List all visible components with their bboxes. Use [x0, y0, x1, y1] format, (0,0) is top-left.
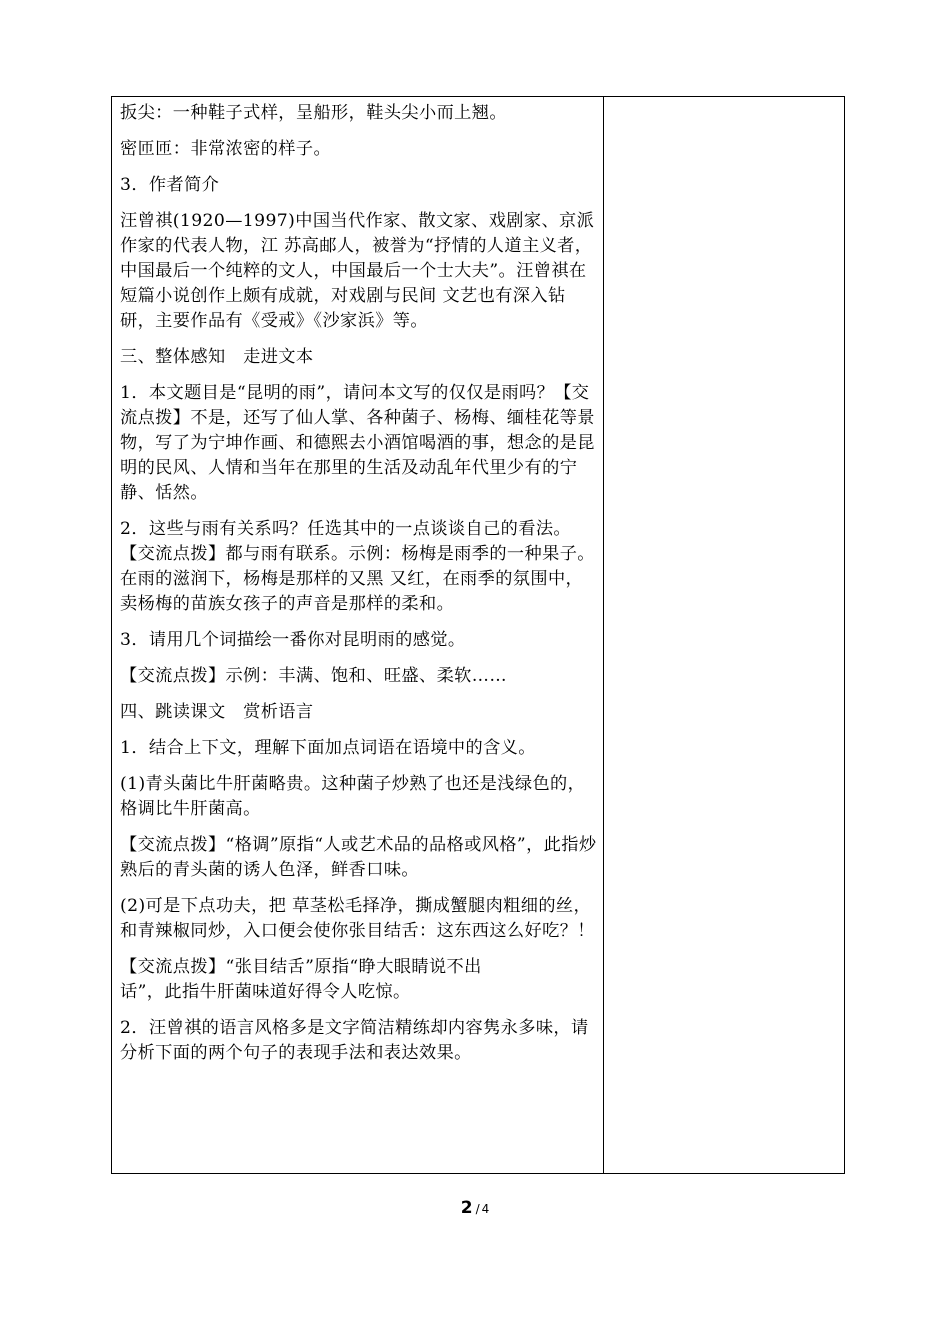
total-pages: 4	[481, 1202, 490, 1216]
page-separator: /	[475, 1202, 480, 1216]
answer-example-1: 【交流点拨】“格调”原指“人或艺术品的品格或风格”，此指炒熟后的青头菌的诱人色泽，鲜香口味。	[120, 835, 597, 880]
example-2: (2)可是下点功夫，把 草茎松毛择净，撕成蟹腿肉粗细的丝，和青辣椒同炒，入口便会使你张目结舌：这东西这么好吃？！	[120, 896, 595, 941]
section-heading-language: 四、跳读课文 赏析语言	[120, 702, 314, 722]
answer-3: 【交流点拨】示例：丰满、饱和、旺盛、柔软……	[120, 666, 507, 686]
question-1: 1．本文题目是“昆明的雨”，请问本文写的仅仅是雨吗？【交流点拨】不是，还写了仙人掌、各种菌子、杨梅、缅桂花等景物，写了为宁坤作画、和德熙去小酒馆喝酒的事，想念的是昆明的民风、人情和当年在那里的生活及动乱年代里少有的宁静、恬然。	[120, 383, 595, 503]
main-column	[112, 97, 604, 1173]
notes-column	[604, 97, 844, 1173]
example-1: (1)青头菌比牛肝菌略贵。这种菌子炒熟了也还是浅绿色的，格调比牛肝菌高。	[120, 774, 586, 819]
question-2: 2．这些与雨有关系吗？任选其中的一点谈谈自己的看法。【交流点拨】都与雨有联系。示例：杨梅是雨季的一种果子。在雨的滋润下，杨梅是那样的又黑 又红，在雨季的氛围中，卖杨梅的苗族女孩子的声音是那样的柔和。	[120, 519, 595, 614]
paragraph-author-bio: 汪曾祺(1920—1997)中国当代作家、散文家、戏剧家、京派作家的代表人物，江 苏高邮人，被誉为“抒情的人道主义者，中国最后一个纯粹的文人，中国最后一个士大夫”。汪曾祺在短篇小说创作上颇有成就，对戏剧与民间 文艺也有深入钻研，主要作品有《受戒》《沙家浜》等。	[120, 211, 595, 331]
section-heading-overall: 三、整体感知 走进文本	[120, 347, 314, 367]
paragraph-dense-term: 密匝匝：非常浓密的样子。	[120, 139, 332, 159]
answer-example-2: 【交流点拨】“张目结舌”原指“睁大眼睛说不出 话”，此指牛肝菌味道好得令人吃惊。	[120, 957, 482, 1002]
content-table	[111, 96, 845, 1174]
task-2: 2．汪曾祺的语言风格多是文字简洁精练却内容隽永多味，请分析下面的两个句子的表现手法和表达效果。	[120, 1018, 589, 1063]
question-3: 3．请用几个词描绘一番你对昆明雨的感觉。	[120, 630, 466, 650]
paragraph-shoe-term: 扳尖：一种鞋子式样，呈船形，鞋头尖小而上翘。	[120, 103, 507, 123]
task-1: 1．结合上下文，理解下面加点词语在语境中的含义。	[120, 738, 536, 758]
heading-author-intro: 3．作者简介	[120, 175, 220, 195]
current-page: 2	[460, 1198, 473, 1218]
page-number	[0, 1198, 950, 1218]
